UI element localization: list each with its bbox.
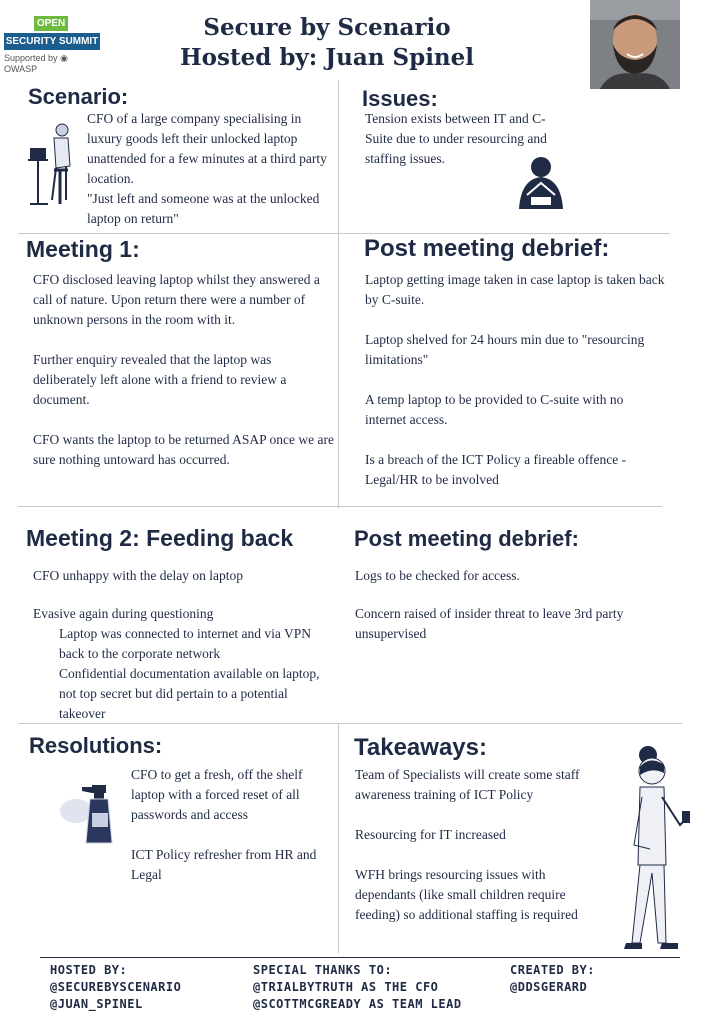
takeaways-text-2: Resourcing for IT increased [355, 827, 506, 842]
meeting1-heading: Meeting 1: [26, 236, 140, 262]
debrief2-text-2: Concern raised of insider threat to leave 3rd party unsupervised [355, 606, 624, 641]
debrief1-heading: Post meeting debrief: [364, 235, 610, 262]
footer-thanks-2: @SCOTTMCGREADY AS TEAM LEAD [253, 997, 462, 1011]
scenario-text: CFO of a large company specialising in luxury goods left their unlocked laptop unattended for a few minutes at a third party location. [87, 111, 327, 186]
meeting2-sub-2: Confidential documentation available on laptop, not top secret but did pertain to a potential takeover [59, 666, 320, 721]
debrief1-text-4: Is a breach of the ICT Policy a fireable offence - Legal/HR to be involved [365, 452, 627, 487]
footer-hosted-label: HOSTED BY: [50, 963, 128, 977]
meeting1-text-2: Further enquiry revealed that the laptop was deliberately left alone with a friend to review a document. [33, 352, 287, 407]
logo-main: SECURITY SUMMIT [4, 33, 100, 50]
logo-supported: Supported by [4, 53, 58, 63]
footer-thanks [253, 962, 505, 1013]
footer-thanks-label: SPECIAL THANKS TO: [253, 963, 393, 977]
debrief2-text-1: Logs to be checked for access. [355, 568, 520, 583]
meeting2-heading: Meeting 2: Feeding back [26, 525, 294, 551]
meeting2-text-2: Evasive again during questioning [33, 606, 214, 621]
person-with-phone-icon [620, 745, 700, 955]
footer-hosted [50, 962, 250, 1013]
meeting1-text-3: CFO wants the laptop to be returned ASAP once we are sure nothing untoward has occurred. [33, 432, 334, 467]
meeting2-sub-1: Laptop was connected to internet and via VPN back to the corporate network [59, 626, 312, 661]
footer-hosted-handle-1[interactable]: @SECUREBYSCENARIO [50, 980, 182, 994]
takeaways-heading: Takeaways: [354, 734, 487, 761]
issues-heading: Issues: [362, 86, 438, 111]
takeaways-text-1: Team of Specialists will create some staff awareness training of ICT Policy [355, 767, 580, 802]
footer-hosted-handle-2[interactable]: @JUAN_SPINEL [50, 997, 143, 1011]
title-line-1: Secure by Scenario [203, 14, 451, 41]
page-title [140, 13, 514, 73]
title-line-2: Hosted by: Juan Spinel [179, 44, 475, 71]
open-security-summit-logo [4, 16, 102, 74]
logo-owasp: OWASP [4, 64, 38, 74]
footer-thanks-1: @TRIALBYTRUTH AS THE CFO [253, 980, 439, 994]
logo-top: OPEN [34, 16, 68, 31]
resolutions-text-1: CFO to get a fresh, off the shelf laptop with a forced reset of all passwords and access [131, 767, 303, 822]
resolutions-text-2: ICT Policy refresher from HR and Legal [131, 847, 317, 882]
meeting1-text-1: CFO disclosed leaving laptop whilst they answered a call of nature. Upon return there were a number of unknown persons in the room with it. [33, 272, 320, 327]
debrief1-text-1: Laptop getting image taken in case laptop is taken back by C-suite. [365, 272, 665, 307]
resolutions-heading: Resolutions: [29, 733, 163, 758]
footer-created-label: CREATED BY: [510, 963, 595, 977]
person-at-laptop-icon [26, 120, 78, 208]
debrief1-text-3: A temp laptop to be provided to C-suite with no internet access. [365, 392, 624, 427]
scenario-heading: Scenario: [28, 84, 129, 109]
footer-created-handle[interactable]: @DDSGERARD [510, 980, 588, 994]
takeaways-text-3: WFH brings resourcing issues with dependants (like small children require feeding) so additional staffing is required [355, 867, 578, 922]
overwhelmed-person-icon [515, 155, 567, 209]
debrief1-text-2: Laptop shelved for 24 hours min due to "resourcing limitations" [365, 332, 645, 367]
host-photo [590, 0, 680, 89]
debrief2-heading: Post meeting debrief: [354, 526, 579, 551]
spray-bottle-icon [58, 783, 118, 845]
meeting2-text-1: CFO unhappy with the delay on laptop [33, 568, 243, 583]
scenario-quote: "Just left and someone was at the unlocked laptop on return" [87, 191, 320, 226]
issues-text: Tension exists between IT and C-Suite due to under resourcing and staffing issues. [365, 111, 547, 166]
owasp-icon: ◉ [60, 53, 68, 63]
footer-created [510, 962, 670, 996]
